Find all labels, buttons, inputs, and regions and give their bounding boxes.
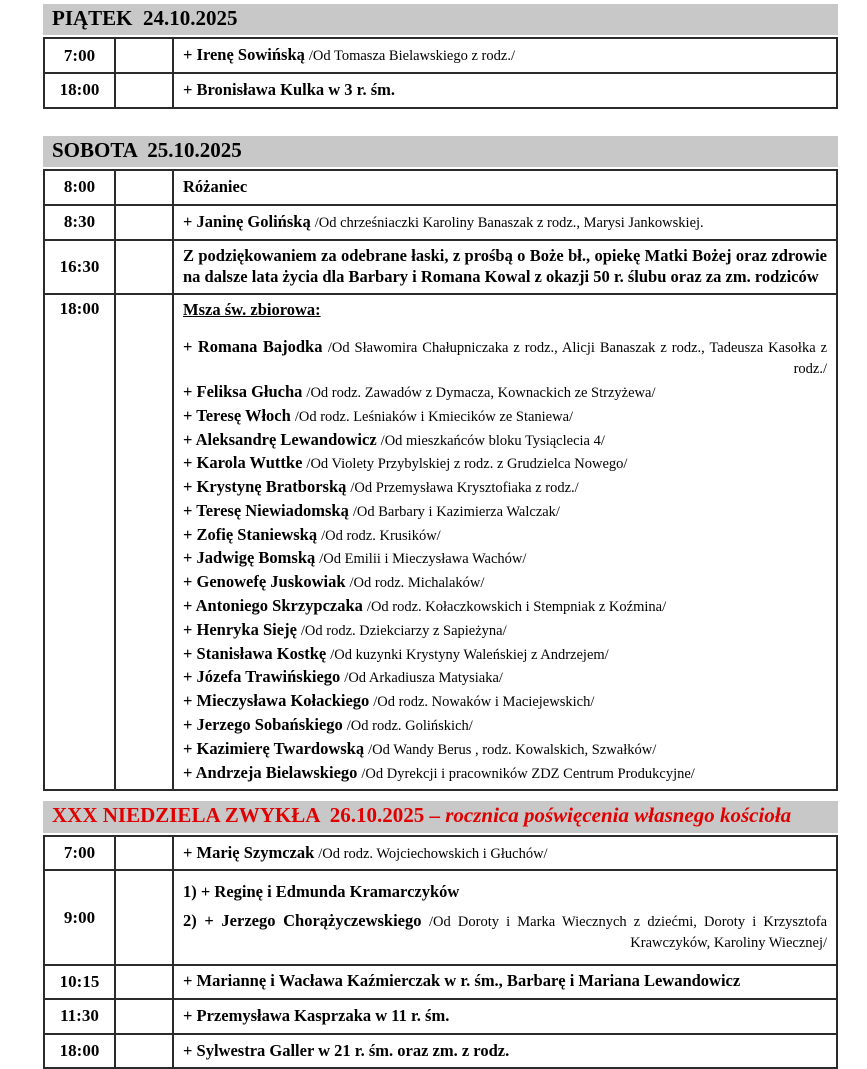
time-cell: 18:00 xyxy=(44,294,115,791)
table-row xyxy=(44,205,837,240)
intention-name: + Stanisława Kostkę xyxy=(183,643,327,663)
section-sunday xyxy=(43,801,838,1069)
intention-name: Różaniec xyxy=(183,176,248,196)
intention-name: + Genowefę Juskowiak xyxy=(183,572,346,592)
intention-cell xyxy=(173,999,837,1034)
friday-table xyxy=(43,37,838,109)
intention-name: + Sylwestra Galler w 21 r. śm. oraz zm. z rodz. xyxy=(183,1040,510,1060)
intention-name: + Mieczysława Kołackiego xyxy=(183,691,370,711)
intention-from: /Od rodz. Zawadów z Dymacza, Kownackich ze Strzyżewa/ xyxy=(306,384,656,401)
intention-from: /Od Sławomira Chałupniczaka z rodz., Alicji Banaszak z rodz., Tadeusza Kasołka z rodz./ xyxy=(327,340,828,378)
empty-cell xyxy=(115,294,173,791)
intention-name: + Kazimierę Twardowską xyxy=(183,738,365,758)
intention-name: + Aleksandrę Lewandowicz xyxy=(183,429,377,449)
intention-name: + Antoniego Skrzypczaka xyxy=(183,596,363,616)
intention-from: /Od Doroty i Marka Wiecznych z dziećmi, Doroty i Krzysztofa Krawczyków, Karoliny Wiecznej/ xyxy=(429,914,828,952)
section-saturday xyxy=(43,136,838,792)
table-row xyxy=(44,1034,837,1069)
time-cell: 18:00 xyxy=(44,1034,115,1069)
intention-from: /Od Wandy Berus , rodz. Kowalskich, Szwałków/ xyxy=(368,741,657,758)
intention-cell xyxy=(173,836,837,871)
intention-from: /Od Violety Przybylskiej z rodz. z Grudzielca Nowego/ xyxy=(306,456,628,473)
time-cell: 16:30 xyxy=(44,240,115,294)
intention-from: /Od rodz. Michalaków/ xyxy=(349,575,485,592)
intention-cell xyxy=(173,205,837,240)
intention-from: /Od Tomasza Bielawskiego z rodz./ xyxy=(308,48,515,65)
table-row xyxy=(44,999,837,1034)
intention-from: /Od rodz. Golińskich/ xyxy=(346,718,473,735)
time-cell: 8:00 xyxy=(44,170,115,205)
intention-name: 1) + Reginę i Edmunda Kramarczyków xyxy=(183,882,460,902)
intention-from: /Od Przemysława Krysztofiaka z rodz./ xyxy=(350,480,579,497)
section-title-note: rocznica poświęcenia własnego kościoła xyxy=(445,803,792,828)
table-row xyxy=(44,294,837,791)
table-row xyxy=(44,170,837,205)
intention-from: /Od kuzynki Krystyny Waleńskiej z Andrzejem/ xyxy=(330,646,609,663)
table-row xyxy=(44,870,837,964)
section-title-text: SOBOTA 25.10.2025 xyxy=(52,137,242,162)
empty-cell xyxy=(115,205,173,240)
empty-cell xyxy=(115,870,173,964)
empty-cell xyxy=(115,999,173,1034)
intention-from: /Od mieszkańców bloku Tysiąclecia 4/ xyxy=(380,432,605,449)
empty-cell xyxy=(115,73,173,108)
time-cell: 8:30 xyxy=(44,205,115,240)
intention-from: /Od rodz. Nowaków i Maciejewskich/ xyxy=(373,694,595,711)
empty-cell xyxy=(115,170,173,205)
intention-from: /Od rodz. Leśniaków i Kmiecików ze Staniewa/ xyxy=(294,408,574,425)
table-row xyxy=(44,836,837,871)
intention-name: + Józefa Trawińskiego xyxy=(183,667,341,687)
intention-cell xyxy=(173,73,837,108)
empty-cell xyxy=(115,38,173,73)
time-cell: 18:00 xyxy=(44,73,115,108)
intention-name: + Teresę Włoch xyxy=(183,405,291,425)
intention-cell xyxy=(173,240,837,294)
intention-from: /Od Barbary i Kazimierza Walczak/ xyxy=(352,503,560,520)
section-title-text: XXX NIEDZIELA ZWYKŁA 26.10.2025 xyxy=(52,803,425,828)
intention-name: + Irenę Sowińską xyxy=(183,45,305,65)
intention-name: + Bronisława Kulka w 3 r. śm. xyxy=(183,79,396,99)
intention-name: + Przemysława Kasprzaka w 11 r. śm. xyxy=(183,1005,450,1025)
intention-name: + Jerzego Sobańskiego xyxy=(183,715,343,735)
table-row xyxy=(44,965,837,999)
intention-name: + Jadwigę Bomską xyxy=(183,548,316,568)
intention-cell xyxy=(173,170,837,205)
collective-mass-heading: Msza św. zbiorowa: xyxy=(183,299,321,319)
section-friday xyxy=(43,4,838,109)
intention-name: Z podziękowaniem za odebrane łaski, z prośbą o Boże bł., opiekę Matki Bożej oraz zdrowie na dalsze lata życia dla Barbary i Romana Kowal z okazji 50 r. ślubu oraz za zm. rodziców xyxy=(183,245,827,286)
intention-cell xyxy=(173,1034,837,1069)
intention-name: + Mariannę i Wacława Kaźmierczak w r. śm., Barbarę i Mariana Lewandowicz xyxy=(183,971,741,991)
time-cell: 11:30 xyxy=(44,999,115,1034)
intention-from: /Od rodz. Wojciechowskich i Głuchów/ xyxy=(318,845,548,862)
time-cell: 7:00 xyxy=(44,38,115,73)
empty-cell xyxy=(115,240,173,294)
empty-cell xyxy=(115,965,173,999)
intention-name: + Henryka Sieję xyxy=(183,619,297,639)
intention-name: + Janinę Golińską xyxy=(183,211,311,231)
intention-name: + Zofię Staniewską xyxy=(183,524,318,544)
intention-name: 2) + Jerzego Chorążyczewskiego xyxy=(183,911,422,931)
empty-cell xyxy=(115,836,173,871)
intention-from: /Od Dyrekcji i pracowników ZDZ Centrum Produkcyjne/ xyxy=(361,765,695,782)
intention-cell xyxy=(173,38,837,73)
intention-from: /Od Arkadiusza Matysiaka/ xyxy=(344,670,503,687)
intention-cell xyxy=(173,870,837,964)
time-cell: 10:15 xyxy=(44,965,115,999)
intention-from: /Od chrześniaczki Karoliny Banaszak z rodz., Marysi Jankowskiej. xyxy=(314,214,704,231)
empty-cell xyxy=(115,1034,173,1069)
intention-name: + Marię Szymczak xyxy=(183,842,315,862)
intention-name: + Feliksa Głucha xyxy=(183,381,303,401)
table-row xyxy=(44,38,837,73)
collective-mass-cell xyxy=(173,294,837,791)
intention-name: + Andrzeja Bielawskiego xyxy=(183,762,358,782)
intention-from: /Od rodz. Kołaczkowskich i Stempniak z Koźmina/ xyxy=(366,599,667,616)
intention-from: /Od Emilii i Mieczysława Wachów/ xyxy=(319,551,527,568)
intention-from: /Od rodz. Dziekciarzy z Sapieżyna/ xyxy=(300,622,507,639)
saturday-table xyxy=(43,169,838,791)
section-title-dash: – xyxy=(429,803,440,828)
section-title-text: PIĄTEK 24.10.2025 xyxy=(52,6,238,30)
intention-name: + Karola Wuttke xyxy=(183,453,303,473)
section-title-friday xyxy=(43,4,838,35)
table-row xyxy=(44,240,837,294)
time-cell: 7:00 xyxy=(44,836,115,871)
intention-from: /Od rodz. Krusików/ xyxy=(321,527,441,544)
section-title-saturday xyxy=(43,136,838,167)
mass-intentions-document xyxy=(43,4,838,1069)
sunday-table xyxy=(43,835,838,1069)
intention-name: + Romana Bajodka xyxy=(183,337,323,357)
intention-cell xyxy=(173,965,837,999)
section-title-sunday xyxy=(43,801,838,832)
intention-name: + Krystynę Bratborską xyxy=(183,477,347,497)
table-row xyxy=(44,73,837,108)
time-cell: 9:00 xyxy=(44,870,115,964)
intention-name: + Teresę Niewiadomską xyxy=(183,500,349,520)
